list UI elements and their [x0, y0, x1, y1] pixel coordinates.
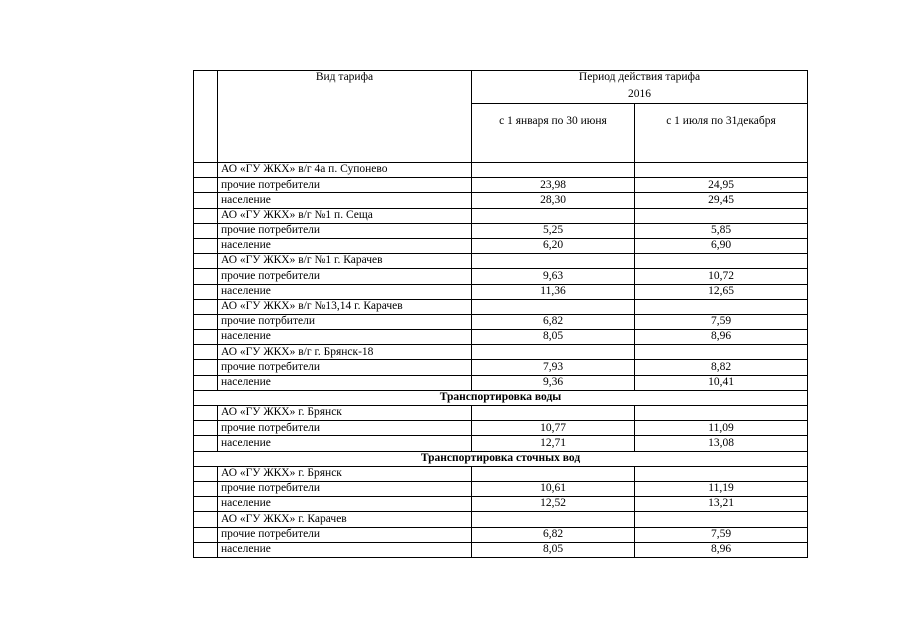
- index-cell: [194, 345, 218, 360]
- tariff-value-period1: 6,20: [472, 238, 635, 253]
- index-cell: [194, 421, 218, 436]
- index-cell: [194, 178, 218, 193]
- index-cell: [194, 238, 218, 253]
- consumer-name: прочие потрбители: [218, 314, 472, 329]
- tariff-value-period2: [635, 345, 808, 360]
- table-row: [194, 238, 808, 253]
- tariff-value-period1: 5,25: [472, 223, 635, 238]
- group-name: АО «ГУ ЖКХ» г. Брянск: [218, 406, 472, 421]
- period-header: Период действия тарифа: [472, 71, 808, 89]
- tariff-value-period1: 6,82: [472, 527, 635, 542]
- group-name: АО «ГУ ЖКХ» в/г №13,14 г. Карачев: [218, 299, 472, 314]
- table-row: [194, 284, 808, 299]
- tariff-value-period2: 8,96: [635, 330, 808, 345]
- period2-header: с 1 июля по 31декабря: [635, 104, 808, 163]
- group-name: АО «ГУ ЖКХ» в/г №1 п. Сеща: [218, 208, 472, 223]
- tariff-value-period2: 13,08: [635, 436, 808, 451]
- index-cell: [194, 436, 218, 451]
- tariff-value-period1: 7,93: [472, 360, 635, 375]
- tariff-value-period2: 8,96: [635, 542, 808, 557]
- consumer-name: население: [218, 284, 472, 299]
- group-row: [194, 254, 808, 269]
- year-header: 2016: [472, 88, 808, 104]
- tariff-value-period2: 10,41: [635, 375, 808, 390]
- consumer-name: прочие потребители: [218, 360, 472, 375]
- tariff-value-period1: 23,98: [472, 178, 635, 193]
- tariff-value-period2: 24,95: [635, 178, 808, 193]
- tariff-value-period1: [472, 406, 635, 421]
- table-row: [194, 269, 808, 284]
- index-cell: [194, 375, 218, 390]
- index-cell: [194, 406, 218, 421]
- tariff-value-period1: 11,36: [472, 284, 635, 299]
- index-cell: [194, 314, 218, 329]
- table-row: [194, 436, 808, 451]
- tariff-value-period2: 12,65: [635, 284, 808, 299]
- tariff-value-period2: 10,72: [635, 269, 808, 284]
- index-cell: [194, 193, 218, 208]
- period1-header: с 1 января по 30 июня: [472, 104, 635, 163]
- tariff-value-period2: 5,85: [635, 223, 808, 238]
- tariff-value-period1: 12,52: [472, 497, 635, 512]
- group-name: АО «ГУ ЖКХ» г. Карачев: [218, 512, 472, 527]
- tariff-value-period1: [472, 345, 635, 360]
- table-row: [194, 223, 808, 238]
- table-row: [194, 314, 808, 329]
- tariff-value-period2: [635, 466, 808, 481]
- consumer-name: население: [218, 238, 472, 253]
- index-cell: [194, 497, 218, 512]
- section-row: [194, 451, 808, 466]
- consumer-name: население: [218, 193, 472, 208]
- tariff-value-period2: 6,90: [635, 238, 808, 253]
- index-cell: [194, 512, 218, 527]
- tariff-value-period2: [635, 406, 808, 421]
- table-row: [194, 330, 808, 345]
- table-row: [194, 481, 808, 496]
- group-name: АО «ГУ ЖКХ» в/г 4а п. Супонево: [218, 163, 472, 178]
- tariff-value-period2: [635, 512, 808, 527]
- table-row: [194, 375, 808, 390]
- tariff-value-period1: 8,05: [472, 330, 635, 345]
- tariff-value-period1: [472, 466, 635, 481]
- section-title: Транспортировка сточных вод: [194, 451, 808, 466]
- table-row: [194, 360, 808, 375]
- index-cell: [194, 163, 218, 178]
- tariff-value-period1: 6,82: [472, 314, 635, 329]
- group-name: АО «ГУ ЖКХ» в/г №1 г. Карачев: [218, 254, 472, 269]
- table-row: [194, 178, 808, 193]
- index-cell: [194, 223, 218, 238]
- tariff-value-period2: 29,45: [635, 193, 808, 208]
- table-row: [194, 542, 808, 557]
- index-cell: [194, 360, 218, 375]
- tariff-value-period2: [635, 254, 808, 269]
- index-cell: [194, 284, 218, 299]
- consumer-name: прочие потребители: [218, 481, 472, 496]
- consumer-name: население: [218, 330, 472, 345]
- tariff-value-period1: 10,77: [472, 421, 635, 436]
- group-row: [194, 345, 808, 360]
- group-name: АО «ГУ ЖКХ» в/г г. Брянск-18: [218, 345, 472, 360]
- tariff-value-period2: 7,59: [635, 314, 808, 329]
- group-row: [194, 512, 808, 527]
- table-row: [194, 497, 808, 512]
- tariff-value-period1: [472, 299, 635, 314]
- consumer-name: население: [218, 542, 472, 557]
- consumer-name: прочие потребители: [218, 421, 472, 436]
- group-row: [194, 208, 808, 223]
- index-cell: [194, 299, 218, 314]
- index-cell: [194, 481, 218, 496]
- tariff-value-period2: 7,59: [635, 527, 808, 542]
- group-row: [194, 299, 808, 314]
- tariff-value-period1: 28,30: [472, 193, 635, 208]
- tariff-value-period1: [472, 208, 635, 223]
- section-title: Транспортировка воды: [194, 390, 808, 405]
- group-row: [194, 163, 808, 178]
- header-row: [194, 71, 808, 89]
- index-cell: [194, 527, 218, 542]
- consumer-name: прочие потребители: [218, 527, 472, 542]
- tariff-value-period1: [472, 163, 635, 178]
- index-cell: [194, 466, 218, 481]
- tariff-value-period1: 10,61: [472, 481, 635, 496]
- tariff-value-period2: [635, 163, 808, 178]
- tariff-value-period1: [472, 254, 635, 269]
- consumer-name: прочие потребители: [218, 178, 472, 193]
- index-cell: [194, 542, 218, 557]
- tariff-table: [193, 70, 808, 558]
- tariff-value-period2: [635, 208, 808, 223]
- tariff-value-period1: [472, 512, 635, 527]
- index-cell: [194, 269, 218, 284]
- consumer-name: население: [218, 497, 472, 512]
- table-row: [194, 421, 808, 436]
- group-row: [194, 406, 808, 421]
- table-row: [194, 527, 808, 542]
- tariff-value-period2: 11,09: [635, 421, 808, 436]
- tariff-value-period2: [635, 299, 808, 314]
- index-cell: [194, 330, 218, 345]
- tariff-value-period1: 9,63: [472, 269, 635, 284]
- table-row: [194, 193, 808, 208]
- consumer-name: прочие потребители: [218, 269, 472, 284]
- consumer-name: население: [218, 375, 472, 390]
- tariff-value-period2: 13,21: [635, 497, 808, 512]
- consumer-name: прочие потребители: [218, 223, 472, 238]
- tariff-value-period2: 11,19: [635, 481, 808, 496]
- tariff-kind-header: Вид тарифа: [218, 71, 472, 163]
- tariff-value-period1: 12,71: [472, 436, 635, 451]
- index-cell: [194, 254, 218, 269]
- tariff-value-period1: 8,05: [472, 542, 635, 557]
- group-name: АО «ГУ ЖКХ» г. Брянск: [218, 466, 472, 481]
- group-row: [194, 466, 808, 481]
- tariff-value-period1: 9,36: [472, 375, 635, 390]
- index-cell: [194, 208, 218, 223]
- section-row: [194, 390, 808, 405]
- tariff-value-period2: 8,82: [635, 360, 808, 375]
- consumer-name: население: [218, 436, 472, 451]
- index-header-cell: [194, 71, 218, 163]
